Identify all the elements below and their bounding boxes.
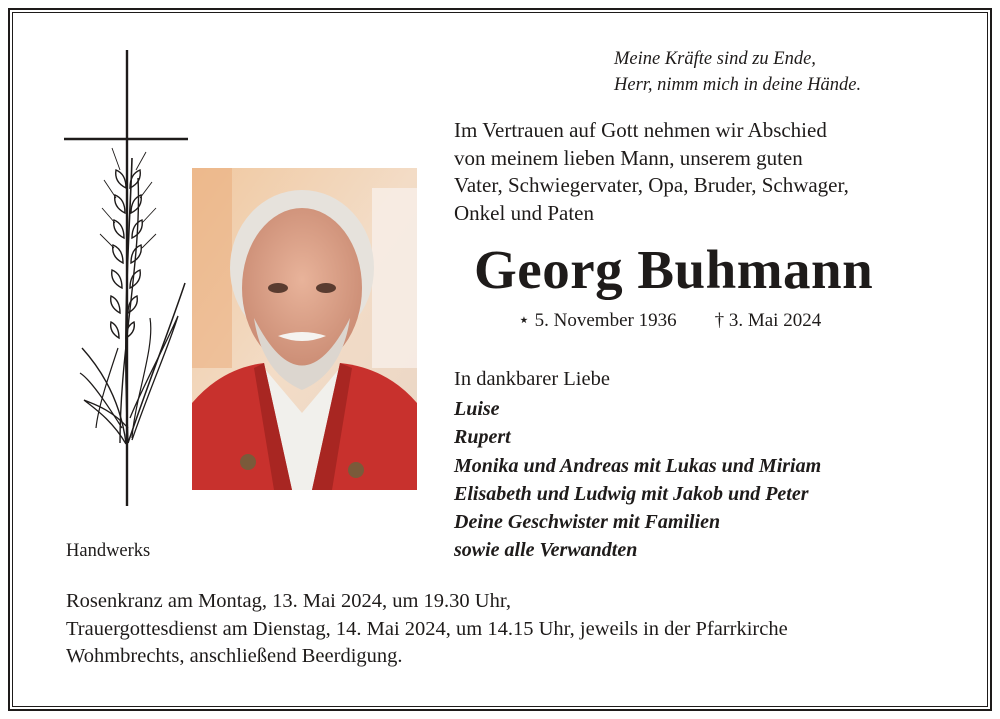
service-line: Wohmbrechts, anschließend Beerdigung.	[66, 645, 403, 667]
intro-text	[454, 117, 849, 227]
mourner-entry: Rupert	[454, 426, 511, 449]
source-credit: Handwerks	[66, 541, 151, 561]
intro-line: Vater, Schwiegervater, Opa, Bruder, Schwager,	[454, 173, 849, 197]
intro-line: Im Vertrauen auf Gott nehmen wir Abschied	[454, 118, 827, 142]
mourner-entry: Deine Geschwister mit Familien	[454, 511, 721, 534]
mourner-entry: sowie alle Verwandten	[454, 539, 638, 562]
deceased-name: Georg Buhmann	[474, 239, 874, 300]
motto-verse	[614, 46, 861, 98]
life-dates	[518, 308, 821, 334]
mourner-entry: Elisabeth und Ludwig mit Jakob und Peter	[454, 482, 809, 505]
birth-date: ⋆ 5. November 1936	[518, 310, 677, 331]
mourners-list	[454, 395, 821, 565]
cross-wheat-icon	[60, 48, 195, 510]
service-line: Trauergottesdienst am Dienstag, 14. Mai 2024, um 14.15 Uhr, jeweils in der Pfarrkirche	[66, 617, 788, 640]
motto-line: Meine Kräfte sind zu Ende,	[614, 49, 816, 69]
mourner-entry: Luise	[454, 398, 500, 420]
death-date: † 3. Mai 2024	[714, 310, 822, 331]
intro-line: von meinem lieben Mann, unserem guten	[454, 145, 803, 170]
mourner-entry: Monika und Andreas mit Lukas und Miriam	[454, 454, 822, 477]
motto-line: Herr, nimm mich in deine Hände.	[614, 75, 862, 95]
portrait-photo	[192, 168, 417, 490]
service-line: Rosenkranz am Montag, 13. Mai 2024, um 19.30 Uhr,	[66, 590, 511, 612]
love-line: In dankbarer Liebe	[454, 368, 610, 390]
service-info	[66, 588, 946, 671]
intro-line: Onkel und Paten	[454, 200, 594, 225]
